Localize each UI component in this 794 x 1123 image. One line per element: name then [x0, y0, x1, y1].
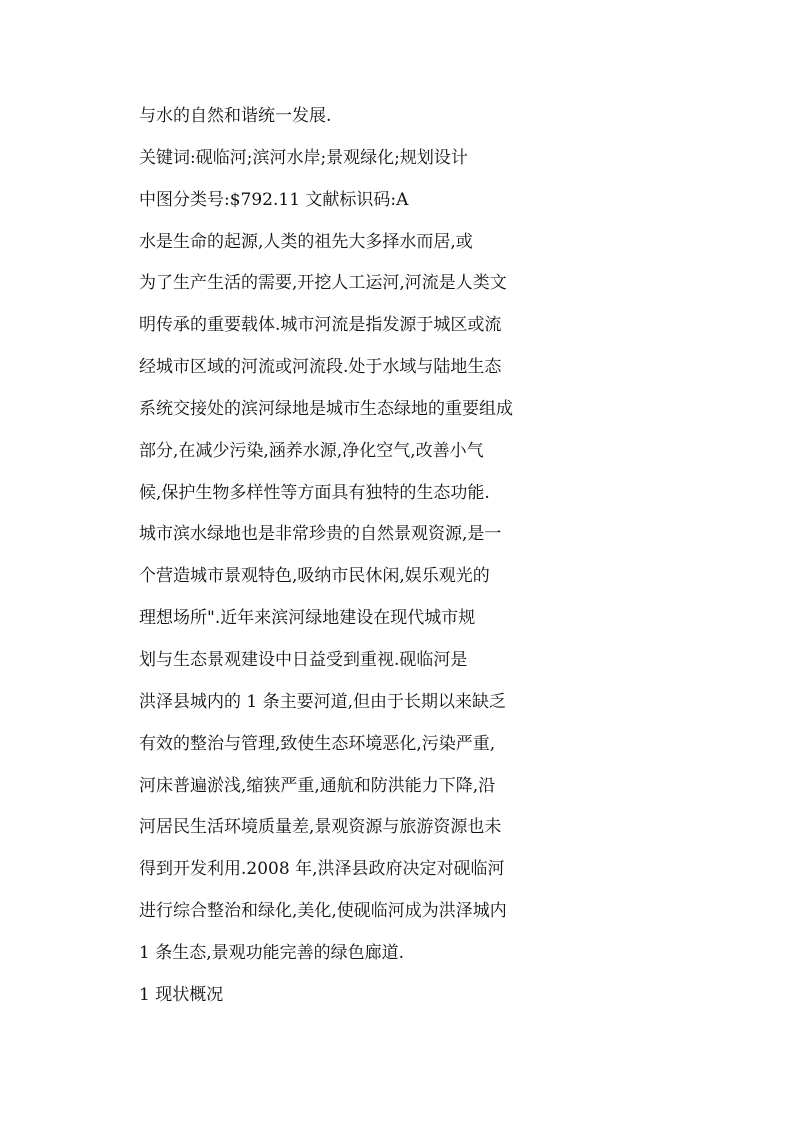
- text-line: 明传承的重要载体.城市河流是指发源于城区或流: [139, 315, 502, 335]
- classification-line: 中图分类号:$792.11 文献标识码:A: [139, 190, 409, 210]
- text-line: 有效的整治与管理,致使生态环境恶化,污染严重,: [139, 734, 496, 754]
- text-line: 城市滨水绿地也是非常珍贵的自然景观资源,是一: [139, 524, 502, 544]
- text-line: 1 条生态,景观功能完善的绿色廊道.: [139, 943, 405, 963]
- text-line: 河居民生活环境质量差,景观资源与旅游资源也未: [139, 817, 502, 837]
- text-line: 河床普遍淤浅,缩狭严重,通航和防洪能力下降,沿: [139, 776, 496, 796]
- text-line: 进行综合整治和绿化,美化,使砚临河成为洪泽城内: [139, 901, 507, 921]
- text-line: 为了生产生活的需要,开挖人工运河,河流是人类文: [139, 273, 507, 293]
- section-heading: 1 现状概况: [139, 985, 224, 1005]
- text-line: 得到开发利用.2008 年,洪泽县政府决定对砚临河: [139, 859, 505, 879]
- text-line: 个营造城市景观特色,吸纳市民休闲,娱乐观光的: [139, 566, 490, 586]
- text-line: 经城市区域的河流或河流段.处于水域与陆地生态: [139, 357, 502, 377]
- text-line: 理想场所".近年来滨河绿地建设在现代城市规: [139, 608, 476, 628]
- keywords-line: 关键词:砚临河;滨河水岸;景观绿化;规划设计: [139, 148, 468, 168]
- text-line: 部分,在减少污染,涵养水源,净化空气,改善小气: [139, 441, 484, 461]
- text-line: 水是生命的起源,人类的祖先大多择水而居,或: [139, 232, 473, 252]
- text-line: 洪泽县城内的 1 条主要河道,但由于长期以来缺乏: [139, 692, 507, 712]
- text-line: 划与生态景观建设中日益受到重视.砚临河是: [139, 650, 468, 670]
- text-line: 候,保护生物多样性等方面具有独特的生态功能.: [139, 483, 490, 503]
- text-line: 系统交接处的滨河绿地是城市生态绿地的重要组成: [139, 399, 513, 419]
- text-line: 与水的自然和谐统一发展.: [139, 106, 332, 126]
